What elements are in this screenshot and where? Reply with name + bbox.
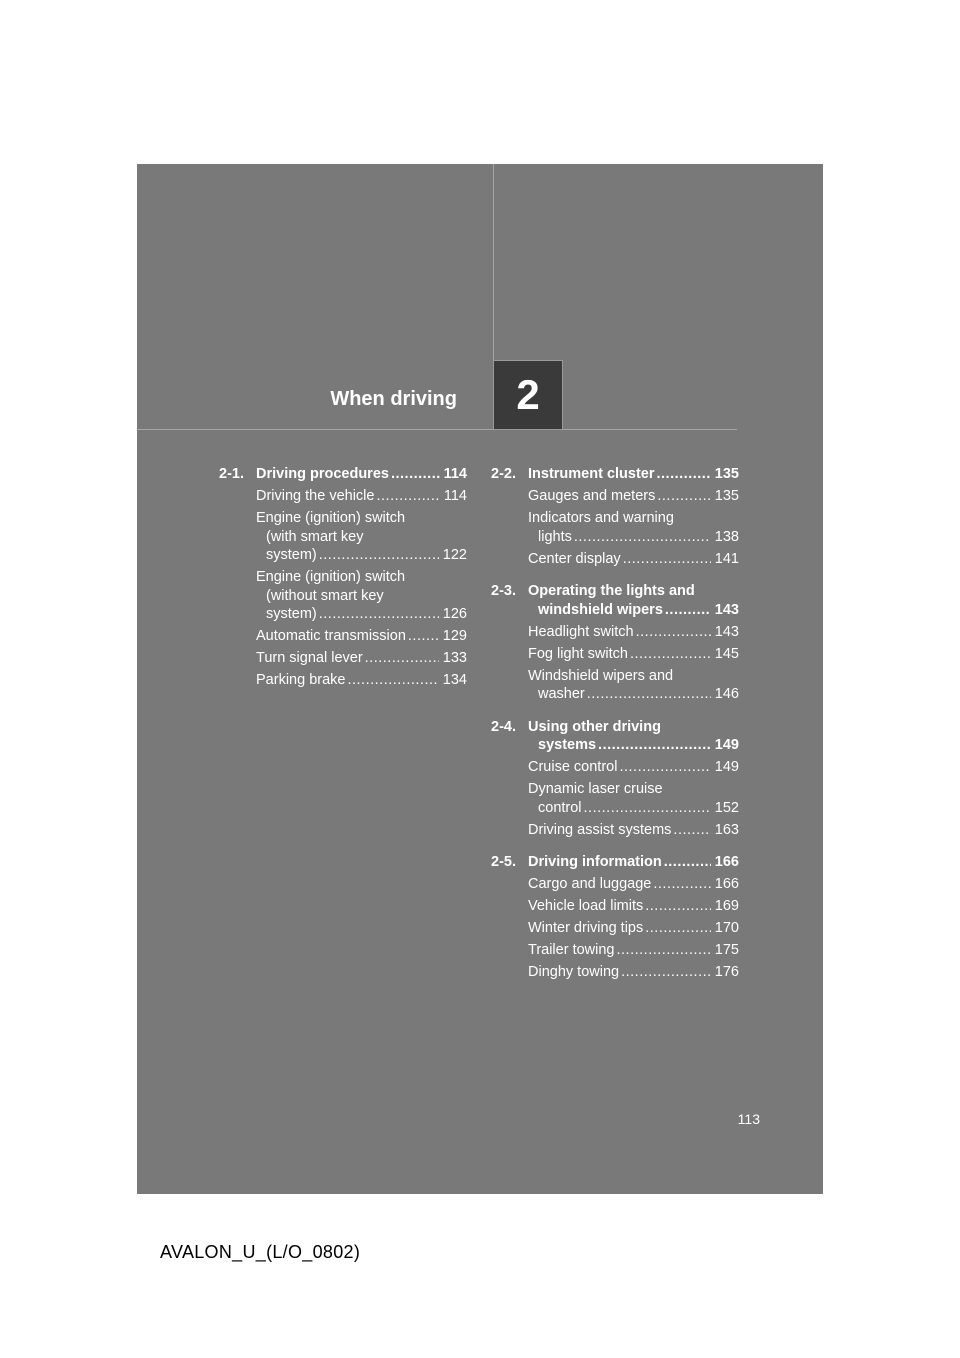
toc-item[interactable] <box>528 487 739 506</box>
toc-entry-line <box>528 465 739 484</box>
leader-dots <box>365 649 439 668</box>
toc-entry-line <box>256 509 467 528</box>
toc-left-column <box>219 465 467 690</box>
toc-page-number: 138 <box>714 528 739 545</box>
toc-item[interactable] <box>528 623 739 642</box>
toc-page-number: 141 <box>714 550 739 567</box>
vertical-divider <box>493 164 494 360</box>
toc-item[interactable] <box>528 645 739 664</box>
leader-dots <box>657 487 710 506</box>
toc-page-number: 145 <box>714 645 739 662</box>
toc-page-number: 163 <box>714 821 739 838</box>
toc-entry-line <box>528 685 739 704</box>
section-gap <box>491 568 739 582</box>
leader-dots <box>587 685 711 704</box>
toc-entry-text: Engine (ignition) switch <box>256 510 406 526</box>
toc-page-number: 133 <box>442 650 467 666</box>
leader-dots <box>664 853 711 872</box>
toc-entry-line <box>256 671 467 690</box>
leader-dots <box>347 671 438 690</box>
toc-page-number: 176 <box>714 964 739 980</box>
toc-item[interactable] <box>528 821 739 840</box>
leader-dots <box>657 465 711 484</box>
toc-item[interactable] <box>256 568 467 624</box>
toc-page-number: 135 <box>714 488 739 504</box>
leader-dots <box>376 487 439 506</box>
toc-entry-text: Vehicle load limits <box>528 898 644 914</box>
toc-item[interactable] <box>528 963 739 982</box>
toc-page-number: 122 <box>442 547 467 563</box>
leader-dots <box>636 623 711 642</box>
toc-section-title <box>528 718 739 755</box>
toc-entry-text: control <box>538 799 582 816</box>
toc-entry-line <box>528 550 739 569</box>
toc-entry-line <box>256 649 467 668</box>
toc-entry-text: system) <box>266 606 317 622</box>
toc-entry-line <box>528 623 739 642</box>
toc-section-title <box>528 853 739 872</box>
toc-section[interactable] <box>219 465 467 484</box>
toc-entry-text: Driving information <box>528 854 662 870</box>
toc-section-number: 2-1. <box>219 466 244 482</box>
toc-page-number: 170 <box>714 920 739 936</box>
chapter-number-box <box>493 360 563 430</box>
toc-item[interactable] <box>528 875 739 894</box>
toc-page-number: 143 <box>714 601 739 618</box>
leader-dots <box>645 897 711 916</box>
section-gap <box>491 704 739 718</box>
leader-dots <box>619 758 710 777</box>
toc-entry-line <box>528 780 739 799</box>
toc-entry-line <box>528 821 739 840</box>
leader-dots <box>623 550 711 569</box>
toc-entry-line <box>256 546 467 565</box>
toc-entry-line <box>528 528 739 547</box>
toc-section-title <box>528 582 739 619</box>
toc-section-number: 2-2. <box>491 466 516 482</box>
toc-entry-line <box>256 465 467 484</box>
toc-item[interactable] <box>256 671 467 690</box>
toc-entry-text: Driving assist systems <box>528 821 672 838</box>
toc-entry-text: Winter driving tips <box>528 920 644 936</box>
toc-section-title <box>528 465 739 484</box>
toc-entry-text: Instrument cluster <box>528 466 655 482</box>
toc-page-number: 143 <box>714 623 739 640</box>
leader-dots <box>665 601 711 620</box>
toc-item[interactable] <box>528 550 739 569</box>
toc-item[interactable] <box>528 919 739 938</box>
toc-entry-text: (without smart key <box>266 587 384 604</box>
toc-entry-text: Operating the lights and <box>528 583 695 599</box>
toc-entry-line <box>528 758 739 777</box>
toc-entry-text: Headlight switch <box>528 623 634 640</box>
toc-entry-line <box>528 941 739 960</box>
toc-page-number: 146 <box>714 686 739 702</box>
toc-entry-text: Using other driving <box>528 718 661 735</box>
toc-entry-line <box>528 509 739 528</box>
leader-dots <box>319 605 439 624</box>
leader-dots <box>621 963 711 982</box>
toc-entry-line <box>528 853 739 872</box>
toc-entry-text: Windshield wipers and <box>528 667 674 684</box>
toc-entry-text: Parking brake <box>256 672 346 688</box>
toc-entry-text: Cargo and luggage <box>528 876 652 892</box>
toc-page-number: 175 <box>714 942 739 958</box>
toc-entry-line <box>528 667 739 686</box>
toc-section[interactable] <box>491 582 739 619</box>
horizontal-divider <box>137 429 737 430</box>
leader-dots <box>574 528 711 547</box>
toc-entry-text: Fog light switch <box>528 645 628 662</box>
toc-item[interactable] <box>528 509 739 546</box>
toc-entry-line <box>528 919 739 938</box>
toc-section-number: 2-3. <box>491 583 516 599</box>
toc-section[interactable] <box>491 465 739 484</box>
toc-section[interactable] <box>491 853 739 872</box>
toc-page-number: 114 <box>443 488 467 504</box>
toc-entry-line <box>256 627 467 646</box>
toc-entry-text: Indicators and warning <box>528 510 674 526</box>
toc-entry-line <box>528 601 739 620</box>
toc-page-number: 114 <box>443 466 467 482</box>
toc-entry-text: Engine (ignition) switch <box>256 569 406 585</box>
toc-entry-line <box>528 875 739 894</box>
toc-entry-text: Turn signal lever <box>256 650 363 666</box>
leader-dots <box>391 465 440 484</box>
toc-entry-text: (with smart key <box>266 528 364 545</box>
leader-dots <box>653 875 710 894</box>
toc-entry-text: Center display <box>528 550 621 567</box>
leader-dots <box>645 919 711 938</box>
toc-entry-text: Dinghy towing <box>528 964 620 980</box>
chapter-number: 2 <box>516 371 540 418</box>
leader-dots <box>584 799 711 818</box>
toc-entry-text: Dynamic laser cruise <box>528 781 663 797</box>
toc-entry-line <box>256 528 467 547</box>
toc-section-number: 2-5. <box>491 854 516 870</box>
toc-section-number: 2-4. <box>491 718 516 735</box>
toc-item[interactable] <box>528 667 739 704</box>
toc-page-number: 166 <box>714 854 739 870</box>
toc-entry-text: Driving procedures <box>256 466 389 482</box>
toc-item[interactable] <box>528 780 739 817</box>
toc-entry-text: Automatic transmission <box>256 628 406 644</box>
toc-item[interactable] <box>528 897 739 916</box>
toc-entry-line <box>528 799 739 818</box>
page-number: 113 <box>737 1111 760 1127</box>
leader-dots <box>319 546 439 565</box>
toc-entry-text: Cruise control <box>528 759 618 775</box>
toc-page-number: 134 <box>442 672 467 688</box>
toc-entry-line <box>528 736 739 755</box>
toc-section[interactable] <box>491 718 739 755</box>
toc-entry-line <box>256 487 467 506</box>
toc-entry-line <box>528 718 739 737</box>
toc-entry-text: washer <box>538 686 585 702</box>
toc-item[interactable] <box>528 941 739 960</box>
footer-code: AVALON_U_(L/O_0802) <box>160 1242 361 1262</box>
toc-entry-line <box>256 605 467 624</box>
toc-entry-text: systems <box>538 737 597 753</box>
toc-page-number: 166 <box>714 876 739 892</box>
toc-page-number: 135 <box>714 466 739 482</box>
toc-entry-line <box>528 487 739 506</box>
leader-dots <box>673 821 710 840</box>
toc-page-number: 149 <box>714 737 739 753</box>
toc-page-number: 129 <box>442 628 467 644</box>
toc-page-number: 169 <box>714 898 739 914</box>
toc-entry-text: system) <box>266 547 317 563</box>
toc-entry-text: Gauges and meters <box>528 488 656 504</box>
toc-entry-line <box>256 587 467 606</box>
leader-dots <box>630 645 711 664</box>
toc-entry-line <box>528 963 739 982</box>
toc-entry-line <box>528 645 739 664</box>
leader-dots <box>408 627 439 646</box>
toc-item[interactable] <box>256 487 467 506</box>
toc-right-column <box>491 465 739 982</box>
toc-entry-text: Driving the vehicle <box>256 488 375 504</box>
toc-page-number: 126 <box>442 606 467 622</box>
toc-entry-line <box>256 568 467 587</box>
toc-item[interactable] <box>256 649 467 668</box>
toc-entry-line <box>528 897 739 916</box>
toc-section-title <box>256 465 467 484</box>
leader-dots <box>598 736 711 755</box>
toc-item[interactable] <box>256 627 467 646</box>
toc-item[interactable] <box>528 758 739 777</box>
leader-dots <box>617 941 711 960</box>
toc-page-number: 149 <box>714 759 739 775</box>
toc-page-number: 152 <box>714 799 739 816</box>
chapter-title: When driving <box>330 388 457 410</box>
toc-entry-text: windshield wipers <box>538 601 663 618</box>
toc-entry-text: Trailer towing <box>528 942 615 958</box>
toc-entry-text: lights <box>538 528 572 545</box>
section-gap <box>491 839 739 853</box>
toc-entry-line <box>528 582 739 601</box>
toc-item[interactable] <box>256 509 467 565</box>
